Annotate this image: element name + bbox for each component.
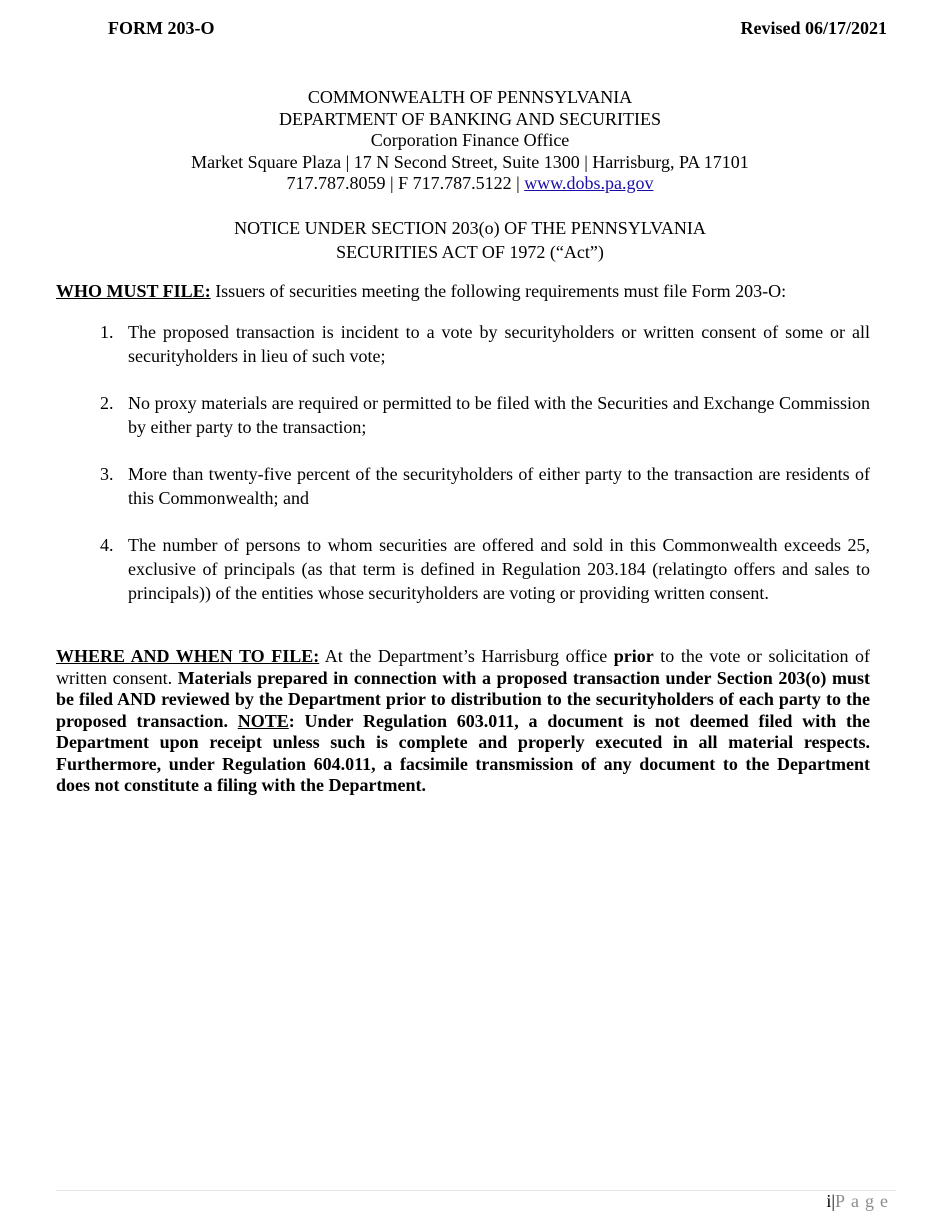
header-line-office: Corporation Finance Office — [370, 130, 570, 150]
form-number: FORM 203-O — [108, 18, 215, 38]
agency-header — [0, 87, 940, 195]
where-when-bold-1: Materials prepared in connection with a proposed transaction under Section 203(o) must be filed AND reviewed by the Department prior to distribution to the securityholders of each party to the proposed transaction. — [56, 667, 870, 731]
note-label: NOTE — [237, 710, 289, 731]
list-item — [56, 462, 870, 510]
notice-line-1: NOTICE UNDER SECTION 203(o) OF THE PENNSYLVANIA — [234, 218, 706, 238]
page-label: Page — [835, 1191, 894, 1211]
page-footer — [826, 1191, 894, 1212]
list-item-text: The proposed transaction is incident to a vote by securityholders or written consent of some or all securityholders in lieu of such vote; — [128, 322, 870, 366]
where-when-text-1: At the Department’s Harrisburg office — [319, 646, 614, 666]
who-must-file-paragraph — [56, 281, 870, 302]
who-must-file-text: Issuers of securities meeting the following requirements must file Form 203-O: — [210, 281, 787, 301]
where-when-bold-2: : Under Regulation 603.011, a document is not deemed filed with the Department upon receipt unless such is complete and properly executed in all material respects. Furthermore, under Regulation 604.011, a facsimile transmission of any document to the Department does not constitute a filing with the Department. — [56, 710, 871, 795]
header-line-commonwealth: COMMONWEALTH OF PENNSYLVANIA — [307, 87, 633, 107]
who-must-file-heading: WHO MUST FILE: — [56, 281, 211, 301]
footer-divider — [56, 1190, 896, 1191]
header-phone-fax: 717.787.8059 | F 717.787.5122 | — [286, 173, 525, 193]
list-item — [56, 320, 870, 368]
header-contact — [0, 173, 940, 195]
list-item-number: 2. — [100, 393, 114, 413]
website-link[interactable]: www.dobs.pa.gov — [524, 173, 654, 193]
notice-title — [0, 216, 940, 264]
notice-line-2: SECURITIES ACT OF 1972 (“Act”) — [336, 242, 604, 262]
list-item-number: 4. — [100, 535, 114, 555]
list-item-text: No proxy materials are required or permitted to be filed with the Securities and Exchange Commission by either party to the transaction; — [128, 393, 870, 437]
list-item-number: 3. — [100, 464, 114, 484]
footer-separator: | — [831, 1191, 835, 1211]
revision-date: Revised 06/17/2021 — [740, 18, 887, 38]
page-number: i — [826, 1191, 832, 1211]
requirements-list — [56, 320, 870, 628]
list-item — [56, 533, 870, 605]
list-item-number: 1. — [100, 322, 114, 342]
list-item-text: More than twenty-five percent of the securityholders of either party to the transaction are residents of this Commonwealth; and — [128, 464, 870, 508]
header-line-department: DEPARTMENT OF BANKING AND SECURITIES — [279, 108, 661, 129]
list-item — [56, 391, 870, 439]
where-when-paragraph — [56, 646, 870, 797]
where-when-text-2: to the vote or solicitation of written consent. — [56, 646, 870, 688]
header-address: Market Square Plaza | 17 N Second Street, Suite 1300 | Harrisburg, PA 17101 — [191, 151, 749, 172]
where-when-heading: WHERE AND WHEN TO FILE: — [56, 646, 320, 666]
list-item-text: The number of persons to whom securities are offered and sold in this Commonwealth exceeds 25, exclusive of principals (as that term is defined in Regulation 203.184 (relatingto offers and sales to principals)) of the entities whose securityholders are voting or providing written consent. — [128, 535, 870, 603]
where-when-prior: prior — [613, 646, 654, 666]
